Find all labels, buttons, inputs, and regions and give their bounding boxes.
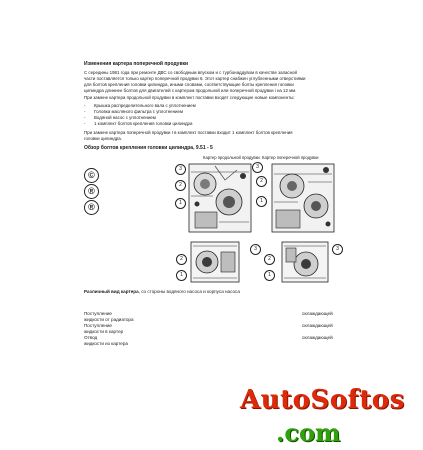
flow-label: жидкости из картера <box>84 341 128 346</box>
note-line: При замене картера поперечной продувки I в комплект поставки входит 1 комплект болтов крепления <box>84 130 293 135</box>
callout: 3 <box>250 244 261 255</box>
views-title: Различный вид картера <box>84 289 139 294</box>
flow-value: охлаждающей <box>302 335 333 340</box>
flow-value: охлаждающей <box>302 323 333 328</box>
flow-label: Поступление <box>84 323 112 328</box>
symbol-r: ® <box>84 200 99 215</box>
callout: 1 <box>264 270 275 281</box>
kit-item: - Головка масляного фильтра с уплотнением <box>84 109 196 115</box>
flow-label: Отвод <box>84 335 98 340</box>
note-line: головки цилиндра. <box>84 136 122 141</box>
callout: 2 <box>175 180 186 191</box>
engine-drawing-bottom-right <box>276 238 334 286</box>
caption-left: Картер продольной продувки <box>203 155 260 160</box>
paragraph-line: части поставляется только картер поперечной продувки 6. Этот картер снабжен углубленными отверстиями <box>84 76 306 81</box>
views-title-rest: , со стороны водяного насоса и корпуса насоса <box>138 289 240 294</box>
callout: 1 <box>176 270 187 281</box>
engine-drawing-bottom-left <box>185 238 245 286</box>
caption-right: Картер поперечной продувки <box>262 155 319 160</box>
overview-title: Обзор болтов крепления головки цилиндра, 9.51 - 5 <box>84 145 213 151</box>
paragraph-line: цилиндра длиннее болтов для двигателей с картером продольной или поперечной продувки i на 12 мм. <box>84 88 297 93</box>
flow-value: охлаждающей <box>302 311 333 316</box>
views-title-line <box>84 290 240 295</box>
callout: 1 <box>175 198 186 209</box>
kit-item: - 1 комплект болтов крепления головки цилиндра <box>84 121 196 127</box>
callout: 3 <box>175 164 186 175</box>
flow-label: жидкости от радиатора <box>84 317 134 322</box>
callout: 2 <box>176 254 187 265</box>
callout: 2 <box>264 254 275 265</box>
engine-drawing-longitudinal <box>185 162 255 234</box>
engine-drawing-transverse <box>268 162 338 234</box>
callout: 3 <box>252 162 263 173</box>
kit-intro: При замене картера продольной продувки в комплект поставки входят следующие новые компоненты: <box>84 95 295 100</box>
kit-list <box>84 103 196 127</box>
kit-item: - Водяной насос с уплотнением <box>84 115 196 121</box>
flow-label: Поступление <box>84 311 112 316</box>
callout: 2 <box>256 176 267 187</box>
symbol-c: © <box>84 168 99 183</box>
callout: 1 <box>256 196 267 207</box>
symbol-r: ® <box>84 184 99 199</box>
watermark-domain: .com <box>276 418 341 447</box>
paragraph-line: С середины 1981 года при ремонте ДВС со свободным впуском и с турбонаддувом в качестве запасной <box>84 70 297 75</box>
callout: 3 <box>332 244 343 255</box>
kit-item: - Крышка распределительного вала с уплотнением <box>84 103 196 109</box>
flow-label: жидкости в картер <box>84 329 124 334</box>
watermark-logo: AutoSoftos <box>240 385 405 415</box>
paragraph-line: для болтов крепления головки цилиндра, иными словами, соответствующие болты крепления головки <box>84 82 294 87</box>
section-heading: Изменения картера поперечной продувки <box>84 61 189 67</box>
